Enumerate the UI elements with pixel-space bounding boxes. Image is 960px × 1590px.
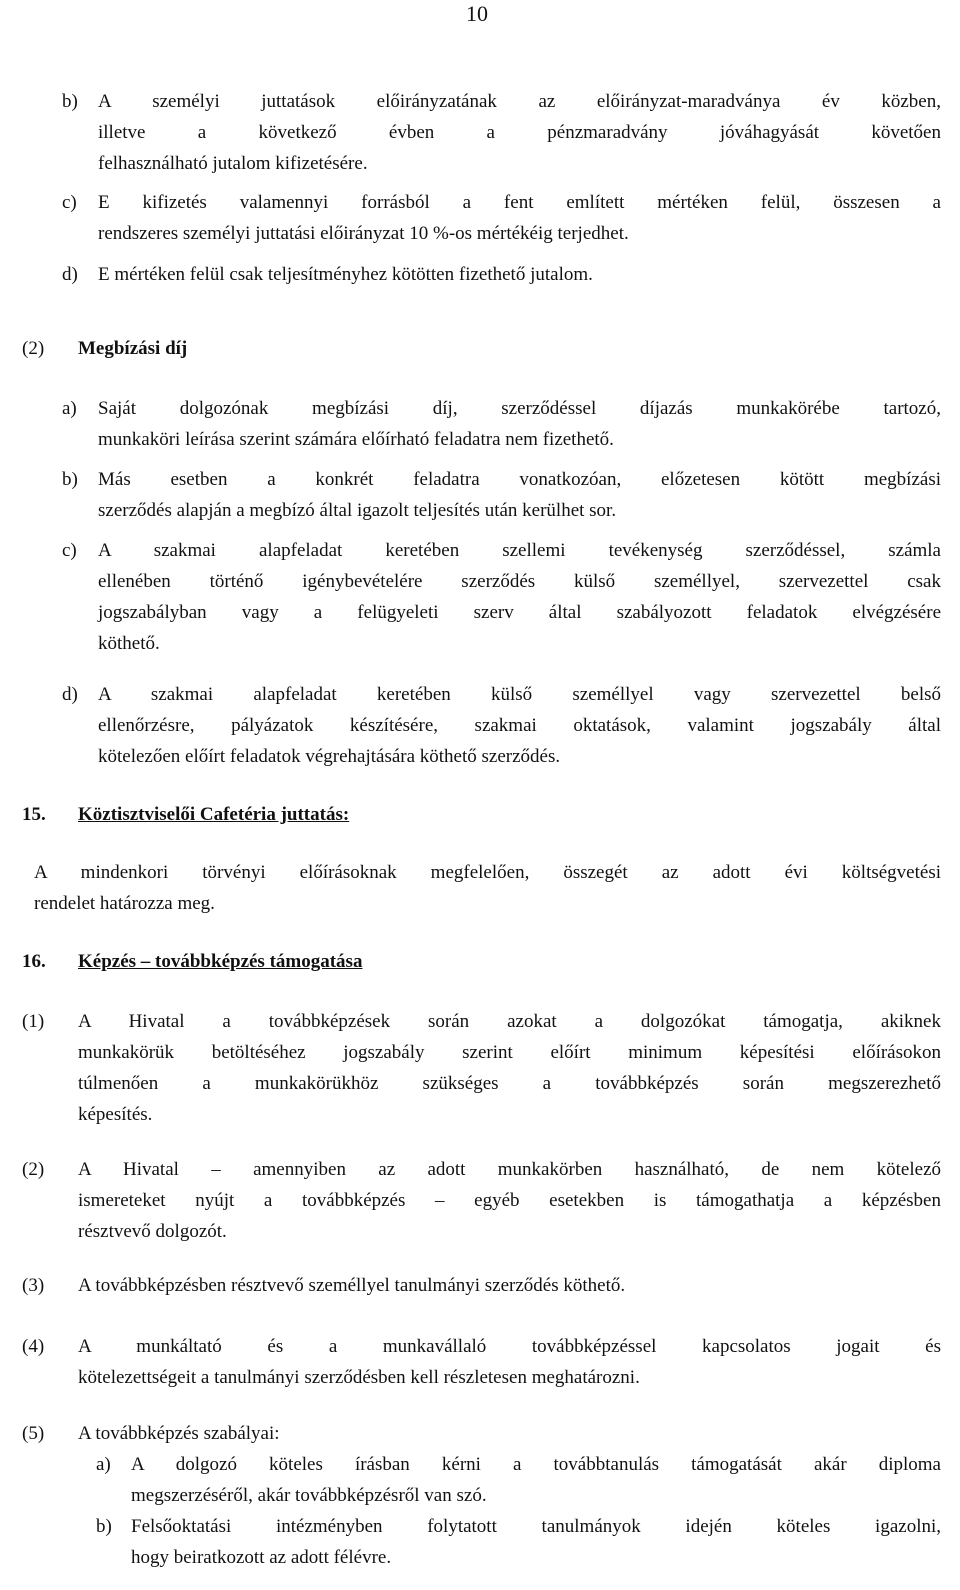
text-line: Saját dolgozónak megbízási díj, szerződéssel díjazás munkakörébe tartozó,: [98, 398, 941, 419]
text-line: ellenében történő igénybevételére szerződés külső személlyel, szervezettel csak: [98, 571, 941, 592]
text-line: képesítés.: [78, 1104, 153, 1125]
item-c-text: [98, 535, 941, 659]
section-title-text: Köztisztviselői Cafetéria juttatás:: [78, 804, 350, 825]
item-label-b: b): [62, 469, 78, 490]
page-number: 10: [466, 1, 488, 26]
text-line: ellenőrzésre, pályázatok készítésére, szakmai oktatások, valamint jogszabály által: [98, 715, 941, 736]
item-a-text: [131, 1449, 941, 1511]
text-line: megszerzéséről, akár továbbképzésről van szó.: [131, 1485, 487, 1506]
text-line: A mindenkori törvényi előírásoknak megfelelően, összegét az adott évi költségvetési: [34, 862, 941, 883]
item-b-text: [98, 86, 941, 179]
text-line: Más esetben a konkrét feladatra vonatkozóan, előzetesen kötött megbízási: [98, 469, 941, 490]
item-b-text: [131, 1511, 941, 1573]
text-line: jogszabályban vagy a felügyeleti szerv által szabályozott feladatok elvégzésére: [98, 602, 941, 623]
section-number-15: 15.: [22, 804, 46, 825]
item-label-d: d): [62, 264, 78, 285]
text-line: köthető.: [98, 633, 160, 654]
section-number-2: (2): [22, 338, 45, 359]
section-number-5: (5): [22, 1423, 45, 1444]
item-d-text: [98, 679, 941, 772]
item-c-text: [98, 187, 941, 249]
section-title-megbizasi-dij: Megbízási díj: [78, 338, 188, 359]
item-label-a: a): [62, 398, 77, 419]
text-line: Felsőoktatási intézményben folytatott tanulmányok idején köteles igazolni,: [131, 1516, 941, 1537]
text-line: rendelet határozza meg.: [34, 893, 215, 914]
section-number-2: (2): [22, 1159, 45, 1180]
item-b-text: [98, 464, 941, 526]
text-line: kötelezően előírt feladatok végrehajtására köthető szerződés.: [98, 746, 561, 767]
section-4-text: [78, 1331, 941, 1393]
text-line: résztvevő dolgozót.: [78, 1221, 227, 1242]
text-line: túlmenően a munkakörükhöz szükséges a továbbképzés során megszerezhető: [78, 1073, 941, 1094]
section-title-kepzes: [78, 946, 362, 977]
item-d-text: [98, 259, 941, 290]
text-line: hogy beiratkozott az adott félévre.: [131, 1547, 392, 1568]
item-label-c: c): [62, 192, 77, 213]
item-label-c: c): [62, 540, 77, 561]
item-label-b: b): [62, 91, 78, 112]
text-line: E kifizetés valamennyi forrásból a fent említett mértéken felül, összesen a: [98, 192, 941, 213]
section-3-text: [78, 1270, 941, 1301]
text-line: A Hivatal a továbbképzések során azokat a dolgozókat támogatja, akiknek: [78, 1011, 941, 1032]
text-line: A Hivatal – amennyiben az adott munkakörben használható, de nem kötelező: [78, 1159, 941, 1180]
section-number-16: 16.: [22, 951, 46, 972]
item-label-b: b): [96, 1516, 112, 1537]
text-line: illetve a következő évben a pénzmaradvány jóváhagyását követően: [98, 122, 941, 143]
text-line: felhasználható jutalom kifizetésére.: [98, 153, 368, 174]
text-line: A dolgozó köteles írásban kérni a továbbtanulás támogatását akár diploma: [131, 1454, 941, 1475]
section-number-3: (3): [22, 1275, 45, 1296]
text-line: rendszeres személyi juttatási előirányzat 10 %-os mértékéig terjedhet.: [98, 223, 629, 244]
section-number-4: (4): [22, 1336, 45, 1357]
text-line: szerződés alapján a megbízó által igazolt teljesítés után kerülhet sor.: [98, 500, 617, 521]
text-line: munkaköri leírása szerint számára előírható feladatra nem fizethető.: [98, 429, 614, 450]
text-line: A munkáltató és a munkavállaló továbbképzéssel kapcsolatos jogait és: [78, 1336, 941, 1357]
item-label-a: a): [96, 1454, 111, 1475]
section-title-text: Képzés – továbbképzés támogatása: [78, 951, 363, 972]
section-2-text: [78, 1154, 941, 1247]
text-line: E mértéken felül csak teljesítményhez kötötten fizethető jutalom.: [98, 264, 593, 285]
section-number-1: (1): [22, 1011, 45, 1032]
section-5-text: [78, 1418, 941, 1449]
cafeteria-text: [34, 857, 941, 919]
section-title-cafeteria: [78, 799, 349, 830]
text-line: munkakörük betöltéséhez jogszabály szerint előírt minimum képesítési előírásokon: [78, 1042, 941, 1063]
text-line: ismereteket nyújt a továbbképzés – egyéb esetekben is támogathatja a képzésben: [78, 1190, 941, 1211]
section-1-text: [78, 1006, 941, 1130]
item-a-text: [98, 393, 941, 455]
item-label-d: d): [62, 684, 78, 705]
text-line: A továbbképzésben résztvevő személlyel tanulmányi szerződés köthető.: [78, 1275, 626, 1296]
text-line: A személyi juttatások előirányzatának az előirányzat-maradványa év közben,: [98, 91, 941, 112]
text-line: A továbbképzés szabályai:: [78, 1423, 280, 1444]
text-line: A szakmai alapfeladat keretében külső személlyel vagy szervezettel belső: [98, 684, 941, 705]
text-line: kötelezettségeit a tanulmányi szerződésben kell részletesen meghatározni.: [78, 1367, 640, 1388]
text-line: A szakmai alapfeladat keretében szellemi tevékenység szerződéssel, számla: [98, 540, 941, 561]
